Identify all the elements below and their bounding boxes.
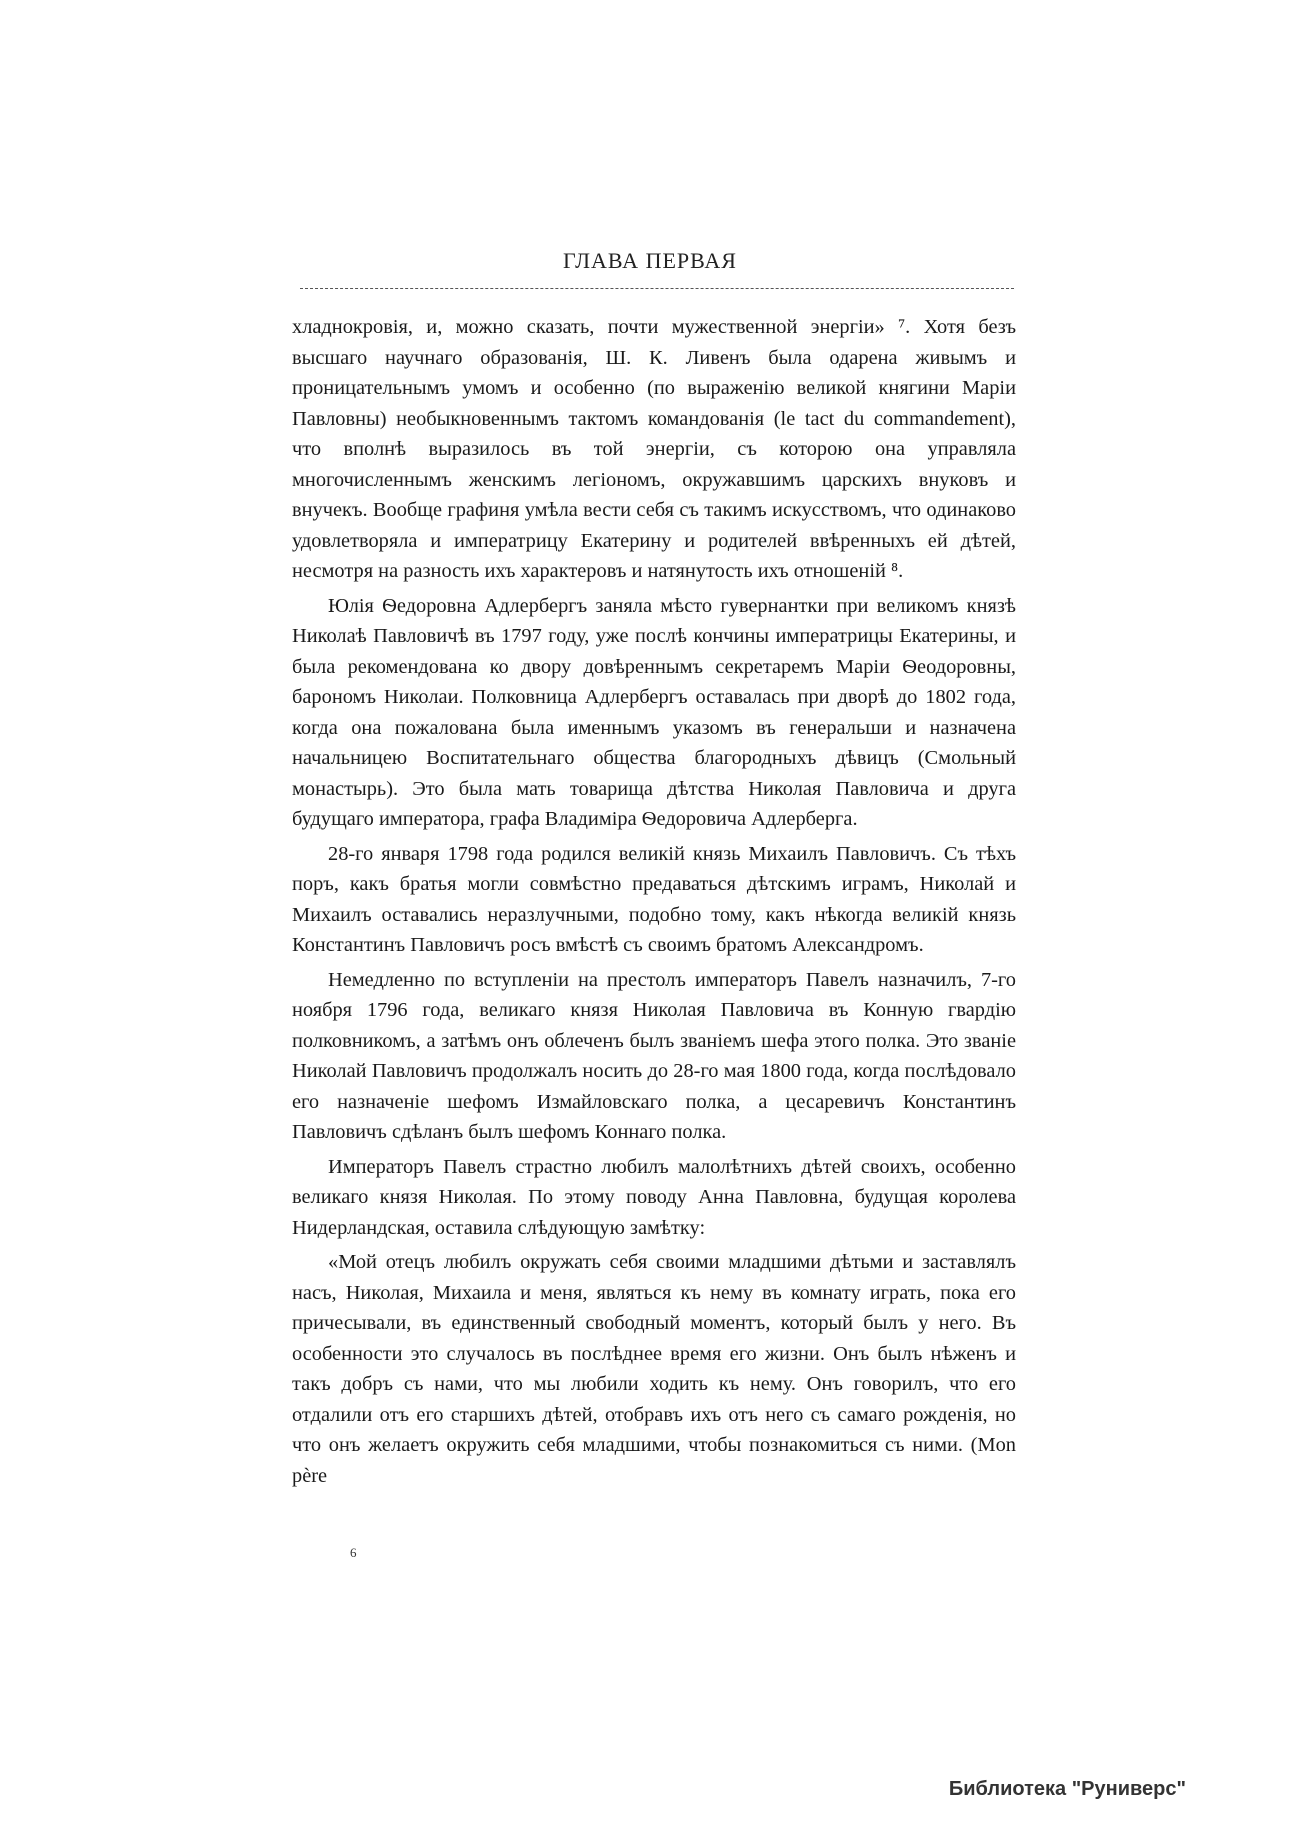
paragraph-3: 28-го января 1798 года родился великій князь Михаилъ Павловичъ. Съ тѣхъ поръ, какъ братья могли совмѣстно предаваться дѣтскимъ играмъ, Николай и Михаилъ оставались неразлучными, подобно тому, какъ нѣкогда великій князь Константинъ Павловичъ росъ вмѣстѣ съ своимъ братомъ Александромъ.	[292, 842, 1016, 956]
header-separator	[300, 288, 1014, 289]
paragraph-6: «Мой отецъ любилъ окружать себя своими младшими дѣтьми и заставлялъ насъ, Николая, Михаила и меня, являться къ нему въ комнату играть, пока его причесывали, въ единственный свободный моментъ, который былъ у него. Въ особенности это случалось въ послѣднее время его жизни. Онъ былъ нѣженъ и такъ добръ съ нами, что мы любили ходить къ нему. Онъ говорилъ, что его отдалили отъ его старшихъ дѣтей, отобравъ ихъ отъ него съ самаго рожденія, но что онъ желаетъ окружить себя младшими, чтобы познакомиться съ ними. (Mon père	[292, 1251, 1016, 1487]
paragraph-4: Немедленно по вступленіи на престолъ императоръ Павелъ назначилъ, 7-го ноября 1796 года, великаго князя Николая Павловича въ Конную гвардію полковникомъ, а затѣмъ онъ облеченъ былъ званіемъ шефа этого полка. Это званіе Николай Павловичъ продолжалъ носить до 28-го мая 1800 года, когда послѣдовало его назначеніе шефомъ Измайловскаго полка, а цесаревичъ Константинъ Павловичъ сдѣланъ былъ шефомъ Коннаго полка.	[292, 968, 1016, 1143]
page-number: 6	[350, 1545, 357, 1560]
paragraph-1: хладнокровія, и, можно сказать, почти мужественной энергіи» ⁷. Хотя безъ высшаго научнаго образованія, Ш. К. Ливенъ была одарена живымъ и проницательнымъ умомъ и особенно (по выраженію великой княгини Маріи Павловны) необыкновеннымъ тактомъ командованія (le tact du commandement), что вполнѣ выразилось въ той энергіи, съ которою она управляла многочисленнымъ женскимъ легіономъ, окружавшимъ царскихъ внуковъ и внучекъ. Вообще графиня умѣла вести себя съ такимъ искусствомъ, что одинаково удовлетворяла и императрицу Екатерину и родителей ввѣренныхъ ей дѣтей, несмотря на разность ихъ характеровъ и натянутость ихъ отношеній ⁸.	[292, 316, 1016, 582]
paragraph-2: Юлія Ѳедоровна Адлербергъ заняла мѣсто гувернантки при великомъ князѣ Николаѣ Павловичѣ въ 1797 году, уже послѣ кончины императрицы Екатерины, и была рекомендована ко двору довѣреннымъ секретаремъ Маріи Ѳеодоровны, барономъ Николаи. Полковница Адлербергъ оставалась при дворѣ до 1802 года, когда она пожалована была именнымъ указомъ въ генеральши и назначена начальницею Воспитательнаго общества благородныхъ дѣвицъ (Смольный монастырь). Это была мать товарища дѣтства Николая Павловича и друга будущаго императора, графа Владиміра Ѳедоровича Адлерберга.	[292, 594, 1016, 830]
chapter-title: ГЛАВА ПЕРВАЯ	[563, 248, 737, 273]
paragraph-5: Императоръ Павелъ страстно любилъ малолѣтнихъ дѣтей своихъ, особенно великаго князя Николая. По этому поводу Анна Павловна, будущая королева Нидерландская, оставила слѣдующую замѣтку:	[292, 1155, 1016, 1239]
body-text	[292, 312, 1016, 1495]
library-watermark: Библиотека "Руниверс"	[948, 1778, 1186, 1800]
